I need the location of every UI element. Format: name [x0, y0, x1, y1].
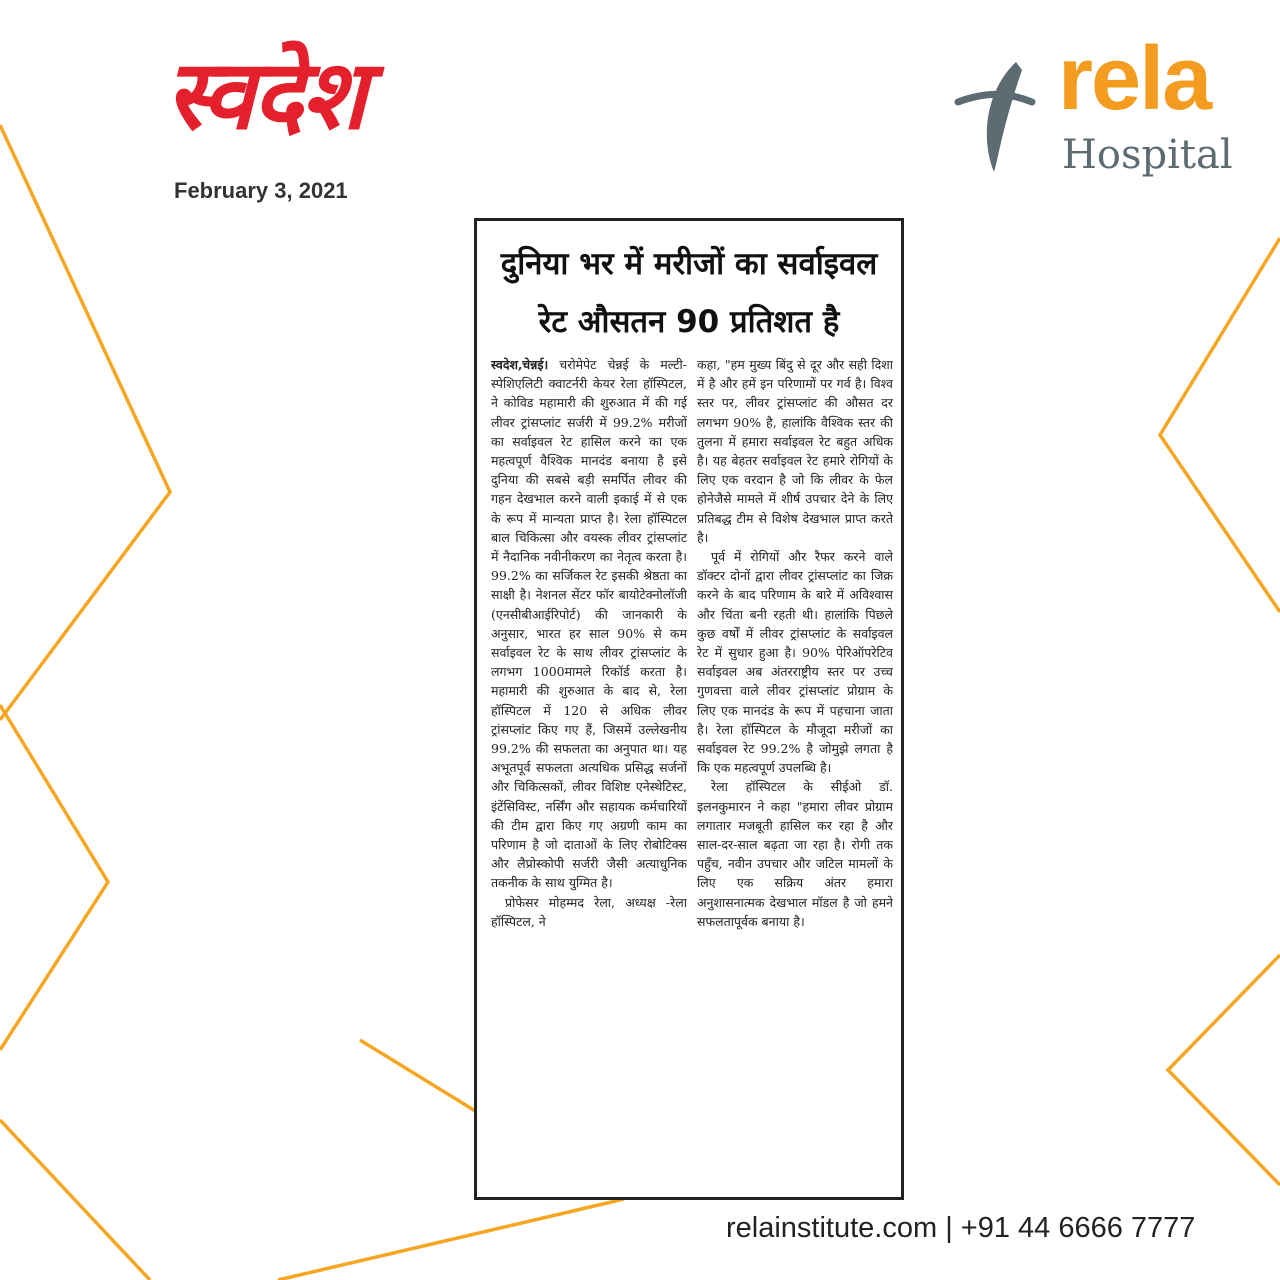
article-paragraph: कहा, "हम मुख्य बिंदु से दूर और सही दिशा में है और हमें इन परिणामों पर गर्व है। विश्व स्तर पर, लीवर ट्रांसप्लांट की औसत दर लगभग 90% है, हालांकि वैश्विक स्तर की तुलना में हमारा सर्वाइवल रेट बहुत अधिक है। यह बेहतर सर्वाइवल रेट हमारे रोगियों के लिए एक वरदान है जो कि लीवर के फेल होनेजैसे मामले में शीर्ष उपचार देने के लिए प्रतिबद्ध टीम से विशेष देखभाल प्राप्त करते है। — [697, 357, 893, 545]
logo-subtitle: Hospital — [1062, 132, 1233, 178]
article-headline — [477, 235, 901, 351]
newspaper-masthead — [50, 30, 480, 160]
rela-swirl-icon — [950, 50, 1060, 190]
article-paragraph: प्रोफेसर मोहम्मद रेला, अध्यक्ष -रेला हॉस्पिटल, ने — [491, 894, 687, 929]
article-paragraph: रेला हॉस्पिटल के सीईओ डॉ. इलनकुमारन ने कहा "हमारा लीवर प्रोग्राम लगातार मजबूती हासिल कर रहा है और साल-दर-साल बढ़ता जा रहा है। रोगी तक पहुँच, नवीन उपचार और जटिल मामलों के लिए एक सक्रिय अंतर हमारा अनुशासनात्मक देखभाल मॉडल है जो हमने सफलतापूर्वक बनाया है। — [697, 779, 893, 929]
article-text: चरोमेपेट चेन्नई के मल्टी-स्पेशिएलिटी क्वाटर्नरी केयर रेला हॉस्पिटल, ने कोविड महामारी की शुरुआत में की गई लीवर ट्रांसप्लांट सर्जरी में 99.2% मरीजों का सर्वाइवल रेट हासिल करने का एक महत्वपूर्ण वैश्विक मानदंड बनाया है इसे दुनिया की सबसे बड़ी समर्पित लीवर की गहन देखभाल करने वाली इकाई में से एक के रूप में मान्यता प्राप्त है। रेला हॉस्पिटल बाल चिकित्सा और वयस्क लीवर ट्रांसप्लांट में नैदानिक नवीनीकरण का नेतृत्व करता है। 99.2% का सर्जिकल रेट इसकी श्रेष्ठता का साक्षी है। नेशनल सेंटर फॉर बायोटेक्नोलॉजी (एनसीबीआईरिपोर्ट) की जानकारी के अनुसार, भारत हर साल 90% से कम सर्वाइवल रेट के साथ लीवर ट्रांसप्लांट के लगभग 1000मामले रिकॉर्ड करता है। महामारी की शुरुआत के बाद से, रेला हॉस्पिटल में 120 से अधिक लीवर ट्रांसप्लांट किए गए हैं, जिसमें उल्लेखनीय 99.2% की सफलता का अनुपात था। यह अभूतपूर्व सफलता अत्यधिक प्रसिद्ध सर्जनों और चिकित्सकों, लीवर विशिष्ट एनेस्थेटिस्ट, इंटेंसिविस्ट, नर्सिंग और सहायक कर्मचारियों की टीम द्वारा किए गए अग्रणी काम का परिणाम है जो दाताओं के लिए रोबोटिक्स और लैप्रोस्कोपी सर्जरी जैसी अत्याधुनिक तकनीक के साथ युग्मित है। — [491, 357, 687, 891]
headline-line-1: दुनिया भर में मरीजों का सर्वाइवल — [500, 246, 878, 282]
publication-date: February 3, 2021 — [174, 178, 348, 203]
footer-contact: relainstitute.com | +91 44 6666 7777 — [726, 1212, 1196, 1244]
logo-wordmark: rela — [1058, 29, 1211, 129]
headline-line-2: रेट औसतन 90 प्रतिशत है — [538, 304, 840, 340]
masthead-title: स्वदेश — [165, 39, 365, 151]
article-column-right — [697, 355, 893, 1191]
article-dateline: स्वदेश,चेन्नई। — [491, 357, 549, 372]
article-column-left — [491, 355, 687, 1191]
article-paragraph — [491, 355, 687, 893]
article-paragraph: पूर्व में रोगियों और रैफर करने वाले डॉक्टर दोनों द्वारा लीवर ट्रांसप्लांट का जिक्र करने के बाद परिणाम के बारे में अविश्वास और चिंता बनी रहती थी। हालांकि पिछले कुछ वर्षों में लीवर ट्रांसप्लांट के सर्वाइवल रेट में सुधार हुआ है। 90% पेरिऑपरेटिव सर्वाइवल अब अंतरराष्ट्रीय स्तर पर उच्च गुणवत्ता वाले लीवर ट्रांसप्लांट प्रोग्राम के लिए एक मानदंड के रूप में पहचाना जाता है। रेला हॉस्पिटल के मौजूदा मरीजों का सर्वाइवल रेट 99.2% है जोमुझे लगता है कि एक महत्वपूर्ण उपलब्धि है। — [697, 549, 893, 776]
rela-hospital-logo — [950, 29, 1250, 190]
newspaper-clipping — [474, 218, 904, 1200]
